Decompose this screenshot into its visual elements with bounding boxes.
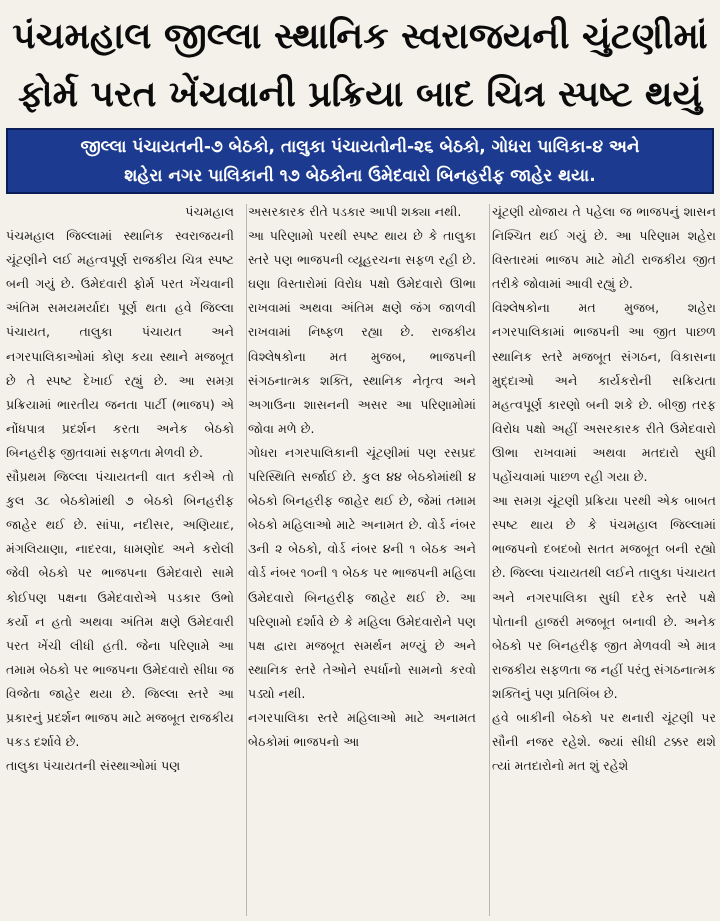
column-divider [489,204,490,916]
paragraph: તાલુકા પંચાયતની સંસ્થાઓમાં પણ [6,758,181,774]
subheadline-line-1: જીલ્લા પંચાયતની-૭ બેઠકો, તાલુકા પંચાયતોની-૨૬ બેઠકો, ગોધરા પાલિકા-૪ અને [80,137,640,157]
column-divider [246,204,247,916]
article-column-2 [248,200,476,921]
paragraph: પંચમહાલ જિલ્લામાં સ્થાનિક સ્વરાજયની ચૂંટણીને લઈ મહત્વપૂર્ણ રાજકીય ચિત્ર સ્પષ્ટ બની ગયું છે. ઉમેદવારી ફોર્મ પરત ખેંચવાની અંતિમ સમયમર્યાદા પૂર્ણ થતા હવે જિલ્લા પંચાયત, તાલુકા પંચાયત અને નગરપાલિકાઓમાં કોણ કયા સ્થાને મજબૂત છે તે સ્પષ્ટ દેખાઈ રહ્યું છે. આ સમગ્ર પ્રક્રિયામાં ભારતીય જનતા પાર્ટી (ભાજપ) એ નોંધપાત્ર પ્રદર્શન કરતા અનેક બેઠકો બિનહરીફ જીતવામાં સફળતા મેળવી છે. [6,228,234,460]
paragraph: આ પરિણામો પરથી સ્પષ્ટ થાય છે કે તાલુકા સ્તરે પણ ભાજપની વ્યૂહરચના સફળ રહી છે. ઘણા વિસ્તારોમાં વિરોધ પક્ષો ઉમેદવારો ઊભા રાખવામાં અથવા અંતિમ ક્ષણે જંગ જાળવી રાખવામાં નિષ્ફળ રહ્યા છે. રાજકીય વિશ્લેષકોના મત મુજબ, ભાજપની સંગઠનાત્મક શક્તિ, સ્થાનિક નેતૃત્વ અને અગાઉના શાસનની અસર આ પરિણામોમાં જોવા મળે છે. [248,228,476,436]
paragraph: વિશ્લેષકોના મત મુજબ, શહેરા નગરપાલિકામાં ભાજપની આ જીત પાછળ સ્થાનિક સ્તરે મજબૂત સંગઠન, વિકાસના મુદ્દાઓ અને કાર્યકરોની સક્રિયતા મહત્વપૂર્ણ કારણો બની શકે છે. બીજી તરફ વિરોધ પક્ષો અહીં અસરકારક રીતે ઉમેદવારો ઊભા રાખવામાં અથવા મતદારો સુધી પહોંચવામાં પાછળ રહી ગયા છે. [492,300,716,485]
paragraph: સૌપ્રથમ જિલ્લા પંચાયતની વાત કરીએ તો કુલ ૩૮ બેઠકોમાંથી ૭ બેઠકો બિનહરીફ જાહેર થઈ છે. સાંપા, નદીસર, અણિયાદ, મંગલિયાણા, નાદરવા, ધામણોદ અને કરોલી જેવી બેઠકો પર ભાજપના ઉમેદવારો સામે કોઈપણ પક્ષના ઉમેદવારોએ પડકાર ઉભો કર્યો ન હતો અથવા અંતિમ ક્ષણે ઉમેદવારી પરત ખેંચી લીધી હતી. જેના પરિણામે આ તમામ બેઠકો પર ભાજપના ઉમેદવારો સીધા જ વિજેતા જાહેર થયા છે. જિલ્લા સ્તરે આ પ્રકારનું પ્રદર્શન ભાજપ માટે મજબૂત રાજકીય પકડ દર્શાવે છે. [6,469,234,750]
article-column-3 [492,200,716,921]
paragraph: નગરપાલિકા સ્તરે મહિલાઓ માટે અનામત બેઠકોમાં ભાજપનો આ [248,709,476,750]
dateline: પંચમહાલ [185,204,234,219]
headline-line-2: ફોર્મ પરત ખેંચવાની પ્રક્રિયા બાદ ચિત્ર સ્પષ્ટ થયું [17,74,703,115]
paragraph: ચૂંટણી યોજાય તે પહેલા જ ભાજપનું શાસન નિશ્ચિત થઈ ગયું છે. આ પરિણામ શહેરા વિસ્તારમાં ભાજપ માટે મોટી રાજકીય જીત તરીકે જોવામાં આવી રહ્યું છે. [492,204,716,292]
paragraph: હવે બાકીની બેઠકો પર થનારી ચૂંટણી પર સૌની નજર રહેશે. જ્યાં સીધી ટક્કર થશે ત્યાં મતદારોનો મત શું રહેશે [492,709,716,774]
headline [0,0,720,122]
paragraph: અસરકારક રીતે પડકાર આપી શક્યા નથી. [248,204,462,219]
paragraph: આ સમગ્ર ચૂંટણી પ્રક્રિયા પરથી એક બાબત સ્પષ્ટ થાય છે કે પંચમહાલ જિલ્લામાં ભાજપનો દબદબો સતત મજબૂત બની રહ્યો છે. જિલ્લા પંચાયતથી લઈને તાલુકા પંચાયત અને નગરપાલિકા સુધી દરેક સ્તરે પક્ષે પોતાની હાજરી મજબૂત બનાવી છે. અનેક બેઠકો પર બિનહરીફ જીત મેળવવી એ માત્ર રાજકીય સફળતા જ નહીં પરંતુ સંગઠનાત્મક શક્તિનું પણ પ્રતિબિંબ છે. [492,493,716,701]
article-columns [6,200,716,921]
headline-line-1: પંચમહાલ જીલ્લા સ્થાનિક સ્વરાજયની ચુંટણીમાં [12,16,708,57]
subheadline-line-2: શહેરા નગર પાલિકાની ૧૭ બેઠકોના ઉમેદવારો બિનહરીફ જાહેર થયા. [124,166,596,186]
paragraph: ગોધરા નગરપાલિકાની ચૂંટણીમાં પણ રસપ્રદ પરિસ્થિતિ સર્જાઈ છે. કુલ ૪૪ બેઠકોમાંથી ૪ બેઠકો બિનહરીફ જાહેર થઈ છે, જેમાં તમામ બેઠકો મહિલાઓ માટે અનામત છે. વોર્ડ નંબર ૩ની ૨ બેઠકો, વોર્ડ નંબર ૪ની ૧ બેઠક અને વોર્ડ નંબર ૧૦ની ૧ બેઠક પર ભાજપની મહિલા ઉમેદવારો બિનહરીફ જાહેર થઈ છે. આ પરિણામો દર્શાવે છે કે મહિલા ઉમેદવારોને પણ પક્ષ દ્વારા મજબૂત સમર્થન મળ્યું છે અને સ્થાનિક સ્તરે તેઓને સ્પર્ધાનો સામનો કરવો પડ્યો નથી. [248,444,476,701]
article-column-1 [6,200,234,921]
subheadline-banner [6,128,714,194]
